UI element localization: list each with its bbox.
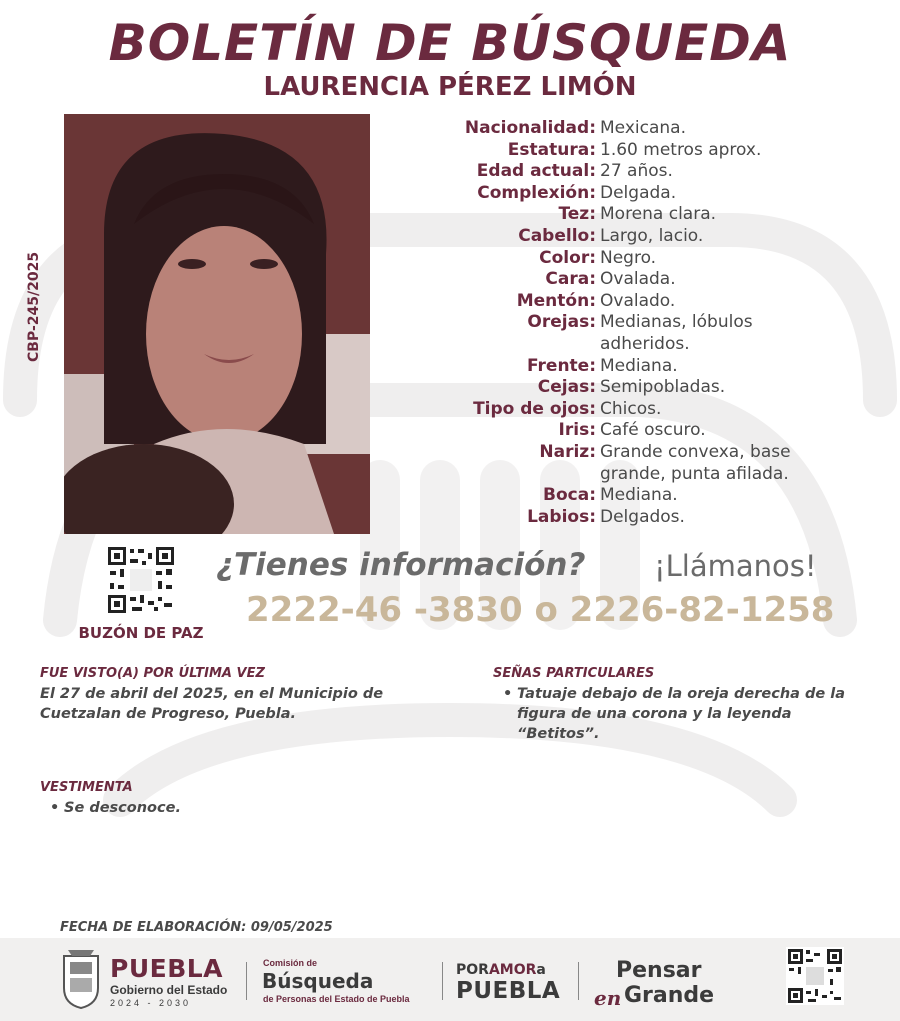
- feature-row: [400, 442, 880, 485]
- physical-features: [400, 118, 880, 528]
- call-text: ¡Llámanos!: [654, 549, 817, 583]
- feature-value: Largo, lacio.: [600, 225, 704, 246]
- feature-row: [400, 269, 880, 291]
- feature-value: Morena clara.: [600, 204, 717, 225]
- feature-label: Frente:: [527, 355, 596, 376]
- personas-text: de Personas del Estado de Puebla: [263, 994, 410, 1004]
- puebla-slogan-text: PUEBLA: [456, 978, 561, 1004]
- feature-row: [400, 312, 880, 355]
- feature-label: Boca:: [543, 485, 596, 506]
- feature-row: [400, 161, 880, 183]
- feature-label: Color:: [539, 247, 596, 268]
- pensar-text: Pensar: [616, 958, 702, 983]
- feature-label: Orejas:: [527, 312, 596, 333]
- person-photo: [64, 114, 370, 534]
- feature-row: [400, 377, 880, 399]
- feature-label: Iris:: [558, 420, 596, 441]
- signs-item: • Tatuaje debajo de la oreja derecha de la figura de una corona y la leyenda “Betitos”.: [493, 684, 865, 744]
- feature-value: Mediana.: [600, 355, 678, 376]
- feature-value: Café oscuro.: [600, 420, 706, 441]
- feature-label: Cara:: [545, 269, 596, 290]
- feature-label: Complexión:: [477, 182, 596, 203]
- last-seen-text: El 27 de abril del 2025, en el Municipio de Cuetzalan de Progreso, Puebla.: [40, 686, 384, 722]
- person-name: LAURENCIA PÉREZ LIMÓN: [263, 72, 637, 102]
- feature-label: Nariz:: [539, 441, 596, 462]
- info-question: ¿Tienes información?: [216, 547, 586, 583]
- feature-row: [400, 420, 880, 442]
- years-text: 2024 - 2030: [110, 998, 192, 1008]
- comision-text: Comisión de: [263, 958, 318, 968]
- buzon-label: BUZÓN DE PAZ: [78, 624, 204, 642]
- clothing-list: [40, 798, 420, 818]
- por-text: POR: [456, 962, 489, 978]
- clothing-title: VESTIMENTA: [40, 780, 133, 795]
- feature-label: Nacionalidad:: [464, 118, 596, 138]
- feature-row: [400, 118, 880, 140]
- elaboration-date: FECHA DE ELABORACIÓN: 09/05/2025: [60, 920, 333, 935]
- amor-text: AMOR: [488, 962, 537, 978]
- clothing-item: • Se desconoce.: [40, 798, 420, 818]
- bulletin-title: BOLETÍN DE BÚSQUEDA: [108, 14, 792, 72]
- feature-row: [400, 485, 880, 507]
- feature-value: Chicos.: [600, 398, 662, 419]
- feature-label: Estatura:: [507, 139, 596, 160]
- feature-value: 1.60 metros aprox.: [600, 139, 762, 160]
- feature-value: Semipobladas.: [600, 377, 726, 398]
- feature-row: [400, 507, 880, 529]
- feature-label: Cejas:: [537, 377, 596, 398]
- divider: [246, 962, 247, 1000]
- divider: [578, 962, 579, 1000]
- feature-value: Ovalada.: [600, 269, 676, 290]
- feature-value: Mexicana.: [600, 118, 686, 138]
- por-amor-logo: [456, 962, 546, 978]
- feature-value: Delgados.: [600, 506, 685, 527]
- footer-logos: [0, 938, 900, 1021]
- feature-value: Grande convexa, base grande, punta afilada.: [600, 441, 791, 484]
- buzon-qr-code[interactable]: [106, 545, 176, 615]
- grande-text: Grande: [624, 983, 715, 1008]
- feature-label: Cabello:: [518, 225, 596, 246]
- divider: [442, 962, 443, 1000]
- feature-label: Tez:: [558, 204, 596, 225]
- feature-label: Labios:: [527, 506, 596, 527]
- en-text: en: [594, 986, 622, 1010]
- busqueda-text: Búsqueda: [262, 969, 374, 993]
- feature-row: [400, 204, 880, 226]
- gobierno-text: Gobierno del Estado: [110, 983, 228, 997]
- feature-row: [400, 291, 880, 313]
- feature-value: Delgada.: [600, 182, 677, 203]
- signs-list: [493, 684, 865, 744]
- puebla-logo-text: PUEBLA: [110, 954, 224, 983]
- feature-row: [400, 140, 880, 162]
- feature-label: Mentón:: [516, 290, 596, 311]
- feature-label: Tipo de ojos:: [473, 398, 596, 419]
- feature-value: Mediana.: [600, 485, 678, 506]
- feature-row: [400, 226, 880, 248]
- feature-value: 27 años.: [600, 161, 673, 182]
- case-id: CBP-245/2025: [26, 251, 42, 362]
- footer-qr-code-icon[interactable]: [786, 947, 844, 1005]
- a-text: a: [536, 962, 546, 978]
- signs-title: SEÑAS PARTICULARES: [493, 666, 655, 681]
- feature-value: Ovalado.: [600, 290, 676, 311]
- last-seen-title: FUE VISTO(A) POR ÚLTIMA VEZ: [40, 666, 265, 681]
- feature-row: [400, 248, 880, 270]
- feature-row: [400, 399, 880, 421]
- coat-of-arms-icon: [58, 948, 104, 1010]
- qr-code-icon: [106, 545, 176, 615]
- feature-row: [400, 183, 880, 205]
- feature-value: Negro.: [600, 247, 657, 268]
- feature-label: Edad actual:: [476, 161, 596, 182]
- feature-row: [400, 356, 880, 378]
- feature-value: Medianas, lóbulos adheridos.: [600, 312, 753, 354]
- phone-numbers[interactable]: 2222-46 -3830 o 2226-82-1258: [246, 590, 835, 630]
